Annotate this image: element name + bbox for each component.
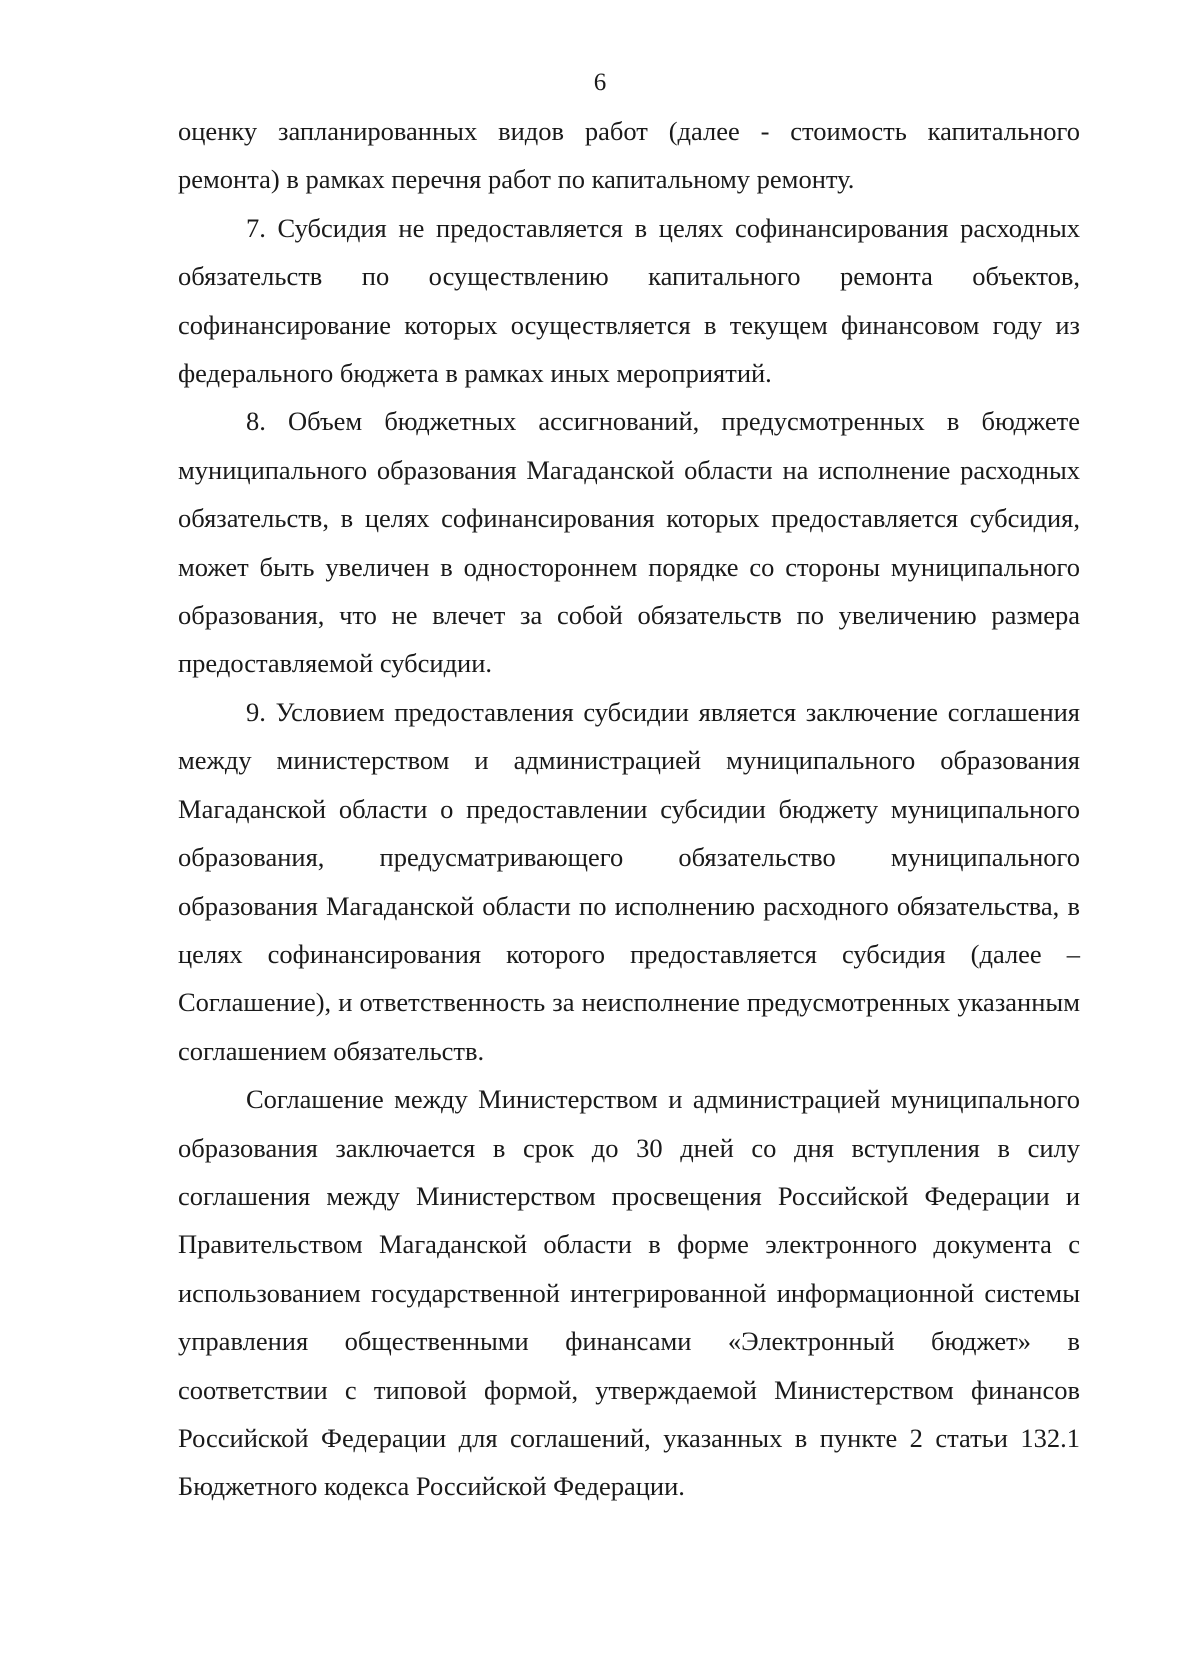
paragraph-item-7: 7. Субсидия не предоставляется в целях софинансирования расходных обязательств по осуществлению капитального ремонта объектов, софинансирование которых осуществляется в текущем финансовом году из федерального бюджета в рамках иных мероприятий. <box>178 212 1080 389</box>
paragraph-item-9: 9. Условием предоставления субсидии является заключение соглашения между министерством и администрацией муниципального образования Магаданской области о предоставлении субсидии бюджету муниципального образования, предусматривающего обязательство муниципального образования Магаданской области по исполнению расходного обязательства, в целях софинансирования которого предоставляется субсидия (далее – Соглашение), и ответственность за неисполнение предусмотренных указанным соглашением обязательств. <box>178 696 1080 1066</box>
document-body <box>178 107 1080 1511</box>
paragraph-continuation: оценку запланированных видов работ (далее - стоимость капитального ремонта) в рамках перечня работ по капитальному ремонту. <box>178 116 1080 195</box>
paragraph-agreement-terms: Соглашение между Министерством и администрацией муниципального образования заключается в срок до 30 дней со дня вступления в силу соглашения между Министерством просвещения Российской Федерации и Правительством Магаданской области в форме электронного документа с использованием государственной интегрированной информационной системы управления общественными финансами «Электронный бюджет» в соответствии с типовой формой, утверждаемой Министерством финансов Российской Федерации для соглашений, указанных в пункте 2 статьи 132.1 Бюджетного кодекса Российской Федерации. <box>178 1084 1080 1502</box>
paragraph-item-8: 8. Объем бюджетных ассигнований, предусмотренных в бюджете муниципального образования Магаданской области на исполнение расходных обязательств, в целях софинансирования которых предоставляется субсидия, может быть увеличен в одностороннем порядке со стороны муниципального образования, что не влечет за собой обязательств по увеличению размера предоставляемой субсидии. <box>178 406 1080 679</box>
page-number: 6 <box>593 69 607 96</box>
